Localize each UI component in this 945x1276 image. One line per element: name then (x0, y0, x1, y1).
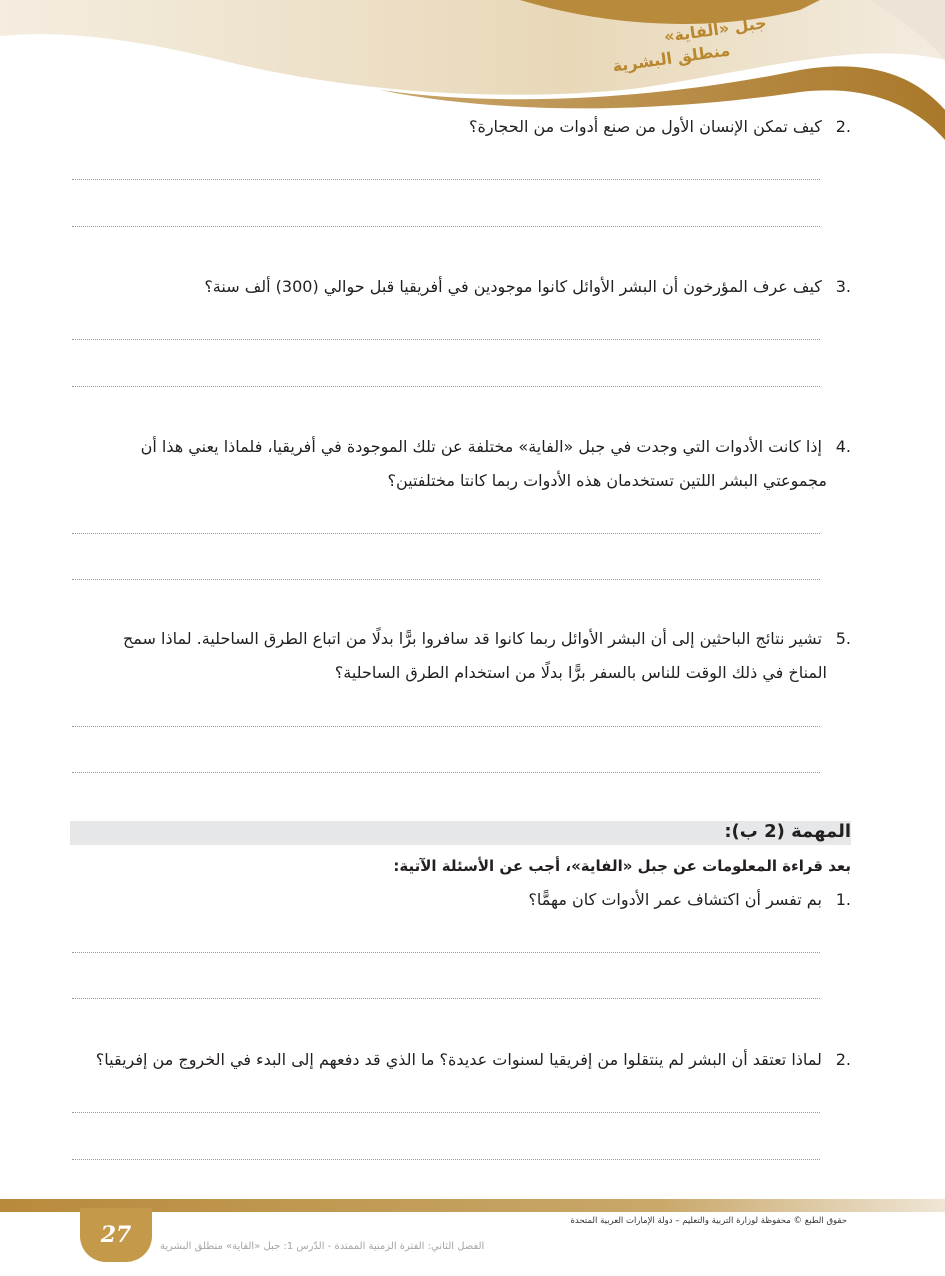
header-title-line1: جبل «الفاية» (662, 12, 768, 47)
answer-line[interactable] (72, 1112, 820, 1113)
answer-line[interactable] (72, 579, 820, 580)
question-number: .5 (835, 629, 851, 648)
question-text: كيف عرف المؤرخون أن البشر الأوائل كانوا موجودين في أفريقيا قبل حوالي (300) ألف سنة؟ (204, 277, 822, 296)
chapter-reference: الفصل الثاني: الفترة الزمنية الممتدة - الدّرس 1: جبل «الفاية» منطلق البشرية (160, 1241, 485, 1252)
answer-line[interactable] (72, 998, 820, 999)
task-question-2 (96, 1043, 851, 1077)
question-4 (70, 430, 851, 498)
copyright-text: حقوق الطبع © محفوظة لوزارة التربية والتعليم – دولة الإمارات العربية المتحدة (570, 1216, 847, 1226)
task-title: المهمة (2 ب): (724, 821, 851, 842)
task-question-1 (528, 883, 851, 917)
answer-line[interactable] (72, 533, 820, 534)
answer-line[interactable] (72, 952, 820, 953)
header-title-line2: منطلق البشرية (611, 40, 732, 76)
question-3 (204, 270, 851, 304)
question-number: .2 (835, 117, 851, 136)
answer-line[interactable] (72, 339, 820, 340)
answer-line[interactable] (72, 726, 820, 727)
answer-line[interactable] (72, 179, 820, 180)
question-number: .3 (835, 277, 851, 296)
page-number-badge (80, 1208, 152, 1262)
question-text-line2: المناخ في ذلك الوقت للناس بالسفر برًّا بدلًا من استخدام الطرق الساحلية؟ (334, 663, 827, 682)
question-text-line1: إذا كانت الأدوات التي وجدت في جبل «الفاية» مختلفة عن تلك الموجودة في أفريقيا، فلماذا يعني هذا أن (140, 437, 822, 456)
question-text: بم تفسر أن اكتشاف عمر الأدوات كان مهمًّا؟ (528, 890, 822, 909)
page-number: 27 (100, 1222, 132, 1248)
question-text-line1: تشير نتائج الباحثين إلى أن البشر الأوائل ربما كانوا قد سافروا برًّا بدلًا من اتباع الطرق الساحلية. لماذا سمح (122, 629, 822, 648)
question-text: لماذا تعتقد أن البشر لم ينتقلوا من إفريقيا لسنوات عديدة؟ ما الذي قد دفعهم إلى البدء في الخروج من إفريقيا؟ (95, 1050, 822, 1069)
question-number: .1 (835, 890, 851, 909)
question-text-line2: مجموعتي البشر اللتين تستخدمان هذه الأدوات ربما كانتا مختلفتين؟ (387, 471, 827, 490)
task-intro: بعد قراءة المعلومات عن جبل «الفاية»، أجب عن الأسئلة الآتية: (393, 857, 851, 875)
answer-line[interactable] (72, 1159, 820, 1160)
question-number: .4 (835, 437, 851, 456)
answer-line[interactable] (72, 772, 820, 773)
question-text: كيف تمكن الإنسان الأول من صنع أدوات من الحجارة؟ (468, 117, 822, 136)
question-5 (70, 622, 851, 690)
answer-line[interactable] (72, 386, 820, 387)
answer-line[interactable] (72, 226, 820, 227)
question-number: .2 (835, 1050, 851, 1069)
question-2 (469, 110, 851, 144)
